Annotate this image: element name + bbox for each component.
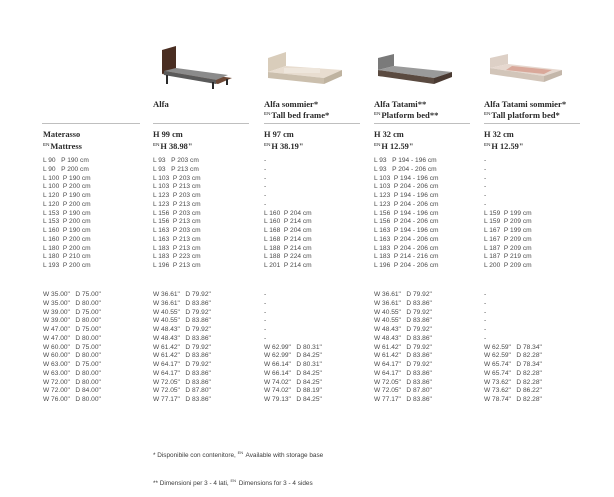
- size-row: L 183 P 223 cm: [153, 253, 201, 261]
- alfa-sommier-sizes-cm: [264, 157, 312, 271]
- size-row: -: [264, 308, 267, 316]
- height-in: H 12.59": [381, 142, 414, 151]
- size-row: L 160 P 204 cm: [264, 209, 312, 217]
- size-row: L 183 P 214 - 216 cm: [374, 253, 439, 261]
- size-row: W 62.99" D 84.25": [264, 352, 322, 360]
- height-in: H 38.19": [271, 142, 304, 151]
- en-tag: EN: [43, 142, 50, 147]
- product-name-alfa-tatami: [374, 99, 438, 120]
- alfa-sizes-inch: [153, 291, 211, 405]
- alfa-tatami-sizes-inch: [374, 291, 432, 405]
- size-row: L 123 P 194 - 196 cm: [374, 192, 439, 199]
- size-row: L 180 P 210 cm: [43, 253, 91, 261]
- size-row: L 167 P 209 cm: [484, 235, 532, 243]
- size-row: L 160 P 190 cm: [43, 227, 91, 234]
- size-row: L 196 P 204 - 206 cm: [374, 262, 439, 269]
- size-row: L 163 P 204 - 206 cm: [374, 235, 439, 243]
- divider-alfa-tatami: [374, 123, 470, 124]
- size-row: W 79.13" D 84.25": [264, 396, 322, 403]
- size-row: W 65.74" D 78.34": [484, 361, 542, 368]
- size-row: W 36.61" D 83.86": [374, 299, 432, 307]
- size-row: L 90 P 190 cm: [43, 157, 89, 164]
- size-row: W 36.61" D 79.92": [374, 291, 432, 298]
- size-row: -: [264, 165, 267, 173]
- size-row: W 40.55" D 83.86": [153, 317, 211, 325]
- bed-platform-pink-icon: [482, 44, 566, 90]
- size-row: W 64.17" D 83.86": [153, 369, 211, 377]
- divider-alfa-sommier: [264, 123, 360, 124]
- en-tag: EN: [237, 449, 244, 455]
- size-row: L 159 P 199 cm: [484, 209, 532, 217]
- size-row: W 36.61" D 83.86": [153, 299, 211, 307]
- height-cm: H 32 cm: [484, 130, 514, 139]
- size-row: L 103 P 204 - 206 cm: [374, 183, 439, 191]
- size-row: W 74.02" D 88.19": [264, 387, 322, 395]
- size-row: W 40.55" D 79.92": [374, 308, 432, 316]
- size-row: L 163 P 213 cm: [153, 235, 201, 243]
- size-row: W 61.42" D 79.92": [374, 343, 432, 351]
- size-row: -: [484, 317, 487, 325]
- product-name-alfa-sommier: [264, 99, 329, 120]
- height-alfa: [153, 130, 193, 152]
- size-row: L 183 P 204 - 206 cm: [374, 244, 439, 252]
- size-row: W 36.61" D 79.92": [153, 291, 211, 298]
- footnotes: [153, 432, 323, 497]
- size-row: -: [484, 291, 487, 298]
- size-row: W 72.05" D 87.80": [153, 387, 211, 395]
- size-row: -: [264, 192, 267, 199]
- en-tag: EN: [230, 478, 236, 484]
- height-cm: H 97 cm: [264, 130, 294, 139]
- size-row: L 123 P 213 cm: [153, 200, 201, 208]
- height-alfa-tatami-sommier: [484, 130, 524, 152]
- size-row: L 187 P 209 cm: [484, 244, 532, 252]
- size-row: L 120 P 190 cm: [43, 192, 91, 199]
- size-row: W 47.00" D 75.00": [43, 326, 101, 333]
- size-row: L 187 P 219 cm: [484, 253, 532, 261]
- bed-dark-wood-image: [152, 44, 236, 90]
- size-row: L 168 P 214 cm: [264, 235, 312, 243]
- alfa-tatami-sommier-sizes-cm: [484, 157, 532, 271]
- size-row: W 73.62" D 82.28": [484, 378, 542, 386]
- divider-alfa: [153, 123, 249, 124]
- size-row: L 196 P 213 cm: [153, 262, 201, 269]
- size-row: W 74.02" D 84.25": [264, 378, 322, 386]
- size-row: W 64.17" D 83.86": [374, 369, 432, 377]
- en-tag: EN: [374, 111, 381, 116]
- size-row: L 201 P 214 cm: [264, 262, 312, 269]
- size-row: W 35.00" D 80.00": [43, 299, 101, 307]
- size-row: W 60.00" D 80.00": [43, 352, 101, 360]
- size-row: W 48.43" D 79.92": [153, 326, 211, 333]
- height-alfa-tatami: [374, 130, 414, 152]
- bed-platform-grey-image: [372, 44, 456, 90]
- size-row: W 63.00" D 80.00": [43, 369, 101, 377]
- product-name-en: Tall platform bed*: [491, 110, 560, 120]
- height-cm: H 32 cm: [374, 130, 404, 139]
- size-row: L 188 P 214 cm: [264, 244, 312, 252]
- size-row: -: [484, 183, 487, 191]
- size-row: L 167 P 199 cm: [484, 227, 532, 234]
- size-row: W 62.99" D 80.31": [264, 343, 322, 351]
- footnote-storage: [153, 449, 323, 460]
- alfa-sommier-sizes-inch: [264, 291, 322, 405]
- size-row: W 40.55" D 83.86": [374, 317, 432, 325]
- size-row: L 168 P 204 cm: [264, 227, 312, 234]
- size-row: L 100 P 200 cm: [43, 183, 91, 191]
- size-row: W 72.05" D 83.86": [374, 378, 432, 386]
- size-row: -: [264, 157, 267, 164]
- size-row: L 93 P 203 cm: [153, 157, 199, 164]
- height-in: H 38.98": [160, 142, 193, 151]
- product-name-it: Alfa Tatami sommier*: [484, 99, 567, 109]
- height-cm: H 99 cm: [153, 130, 183, 139]
- size-row: W 62.59" D 78.34": [484, 343, 542, 351]
- size-row: W 76.00" D 80.00": [43, 396, 101, 403]
- size-row: L 160 P 214 cm: [264, 218, 312, 226]
- size-row: W 61.42" D 83.86": [374, 352, 432, 360]
- size-row: W 60.00" D 75.00": [43, 343, 101, 351]
- size-row: W 64.17" D 79.92": [374, 361, 432, 368]
- size-row: L 103 P 213 cm: [153, 183, 201, 191]
- product-name-en: Tall bed frame*: [271, 110, 330, 120]
- size-row: -: [484, 326, 487, 333]
- size-row: L 160 P 200 cm: [43, 235, 91, 243]
- size-row: L 163 P 203 cm: [153, 227, 201, 234]
- size-row: W 39.00" D 80.00": [43, 317, 101, 325]
- divider-alfa-tatami-sommier: [484, 123, 580, 124]
- size-row: L 193 P 200 cm: [43, 262, 91, 269]
- size-row: L 163 P 194 - 196 cm: [374, 227, 439, 234]
- size-row: W 48.43" D 83.86": [153, 334, 211, 342]
- size-row: L 153 P 200 cm: [43, 218, 91, 226]
- size-row: L 180 P 200 cm: [43, 244, 91, 252]
- size-row: W 66.14" D 84.25": [264, 369, 322, 377]
- size-row: -: [264, 291, 267, 298]
- size-row: L 159 P 209 cm: [484, 218, 532, 226]
- size-row: L 156 P 204 - 206 cm: [374, 218, 439, 226]
- bed-upholstered-beige-icon: [262, 44, 346, 90]
- size-row: W 61.42" D 83.86": [153, 352, 211, 360]
- size-row: L 93 P 194 - 196 cm: [374, 157, 437, 164]
- product-name-alfa: [153, 99, 169, 109]
- size-row: L 123 P 204 - 206 cm: [374, 200, 439, 208]
- size-row: -: [484, 157, 487, 164]
- en-tag: EN: [264, 142, 271, 147]
- size-row: -: [264, 317, 267, 325]
- size-row: W 48.43" D 79.92": [374, 326, 432, 333]
- size-row: W 78.74" D 82.28": [484, 396, 542, 403]
- size-row: -: [484, 299, 487, 307]
- size-row: W 66.14" D 80.31": [264, 361, 322, 368]
- size-row: -: [264, 200, 267, 208]
- bed-dark-wood-icon: [152, 44, 236, 90]
- size-row: -: [264, 334, 267, 342]
- size-row: W 40.55" D 79.92": [153, 308, 211, 316]
- size-row: W 48.43" D 83.86": [374, 334, 432, 342]
- en-tag: EN: [374, 142, 381, 147]
- size-row: L 156 P 213 cm: [153, 218, 201, 226]
- size-row: L 183 P 213 cm: [153, 244, 201, 252]
- size-row: L 156 P 194 - 196 cm: [374, 209, 439, 217]
- size-row: -: [264, 326, 267, 333]
- size-row: L 93 P 204 - 206 cm: [374, 165, 437, 173]
- product-name-alfa-tatami-sommier: [484, 99, 566, 120]
- bed-platform-grey-icon: [372, 44, 456, 90]
- size-row: W 39.00" D 75.00": [43, 308, 101, 316]
- size-row: -: [264, 299, 267, 307]
- size-row: -: [264, 174, 267, 182]
- size-row: W 63.00" D 75.00": [43, 361, 101, 368]
- product-name-it: Alfa: [153, 99, 169, 109]
- bed-upholstered-beige-image: [262, 44, 346, 90]
- height-alfa-sommier: [264, 130, 304, 152]
- product-name-it: Alfa sommier*: [264, 99, 319, 109]
- alfa-tatami-sommier-sizes-inch: [484, 291, 542, 405]
- product-name-en: Platform bed**: [381, 110, 439, 120]
- mattress-title-en: Mattress: [50, 142, 82, 151]
- size-row: -: [484, 200, 487, 208]
- mattress-sizes-inch: [43, 291, 101, 405]
- footnote-storage-en: Available with storage base: [244, 451, 324, 459]
- size-row: W 62.59" D 82.28": [484, 352, 542, 360]
- size-row: W 72.00" D 84.00": [43, 387, 101, 395]
- size-row: L 103 P 203 cm: [153, 174, 201, 182]
- size-row: L 93 P 213 cm: [153, 165, 199, 173]
- size-row: L 153 P 190 cm: [43, 209, 91, 217]
- size-row: -: [484, 308, 487, 316]
- size-row: L 100 P 190 cm: [43, 174, 91, 182]
- footnote-sides: [153, 477, 323, 488]
- en-tag: EN: [484, 111, 491, 116]
- mattress-heading: [43, 130, 82, 152]
- size-row: L 188 P 224 cm: [264, 253, 312, 261]
- size-row: L 156 P 203 cm: [153, 209, 201, 217]
- height-in: H 12.59": [491, 142, 524, 151]
- en-tag: EN: [264, 111, 271, 116]
- footnote-storage-it: * Disponibile con contenitore,: [153, 451, 238, 459]
- mattress-sizes-cm: [43, 157, 91, 271]
- bed-platform-pink-image: [482, 44, 566, 90]
- en-tag: EN: [153, 142, 160, 147]
- alfa-sizes-cm: [153, 157, 201, 271]
- size-row: W 35.00" D 75.00": [43, 291, 101, 298]
- product-name-it: Alfa Tatami**: [374, 99, 427, 109]
- size-row: W 64.17" D 79.92": [153, 361, 211, 368]
- size-row: -: [484, 174, 487, 182]
- size-row: -: [484, 192, 487, 199]
- footnote-sides-en: Dimensions for 3 - 4 sides: [237, 480, 313, 488]
- size-row: L 123 P 203 cm: [153, 192, 201, 199]
- size-row: L 90 P 200 cm: [43, 165, 89, 173]
- size-row: -: [484, 334, 487, 342]
- divider-mattress: [42, 123, 140, 124]
- mattress-title: Materasso: [43, 130, 81, 139]
- size-row: W 77.17" D 83.86": [153, 396, 211, 403]
- alfa-tatami-sizes-cm: [374, 157, 439, 271]
- size-row: W 72.05" D 87.80": [374, 387, 432, 395]
- size-row: L 120 P 200 cm: [43, 200, 91, 208]
- size-row: W 72.05" D 83.86": [153, 378, 211, 386]
- en-tag: EN: [484, 142, 491, 147]
- size-row: -: [264, 183, 267, 191]
- size-row: -: [484, 165, 487, 173]
- footnote-sides-it: ** Dimensioni per 3 - 4 lati,: [153, 480, 231, 488]
- size-row: L 103 P 194 - 196 cm: [374, 174, 439, 182]
- size-row: W 47.00" D 80.00": [43, 334, 101, 342]
- size-row: W 61.42" D 79.92": [153, 343, 211, 351]
- size-row: W 77.17" D 83.86": [374, 396, 432, 403]
- size-row: W 65.74" D 82.28": [484, 369, 542, 377]
- size-row: L 200 P 209 cm: [484, 262, 532, 269]
- size-row: W 73.62" D 86.22": [484, 387, 542, 395]
- size-row: W 72.00" D 80.00": [43, 378, 101, 386]
